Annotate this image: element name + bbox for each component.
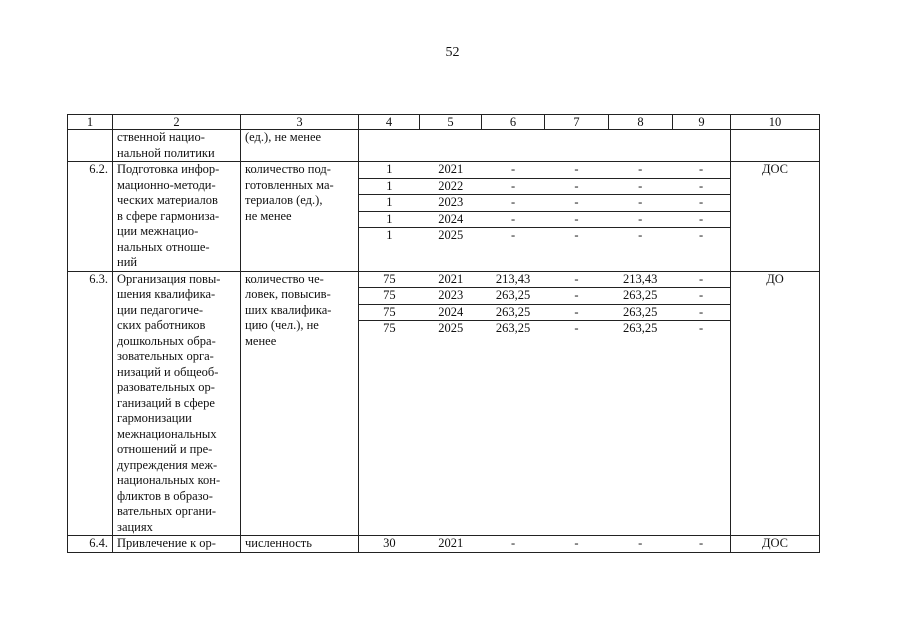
funding-other-value: - bbox=[698, 178, 704, 193]
funding-federal-value: - bbox=[574, 211, 579, 226]
activity-name-line: ственной нацио- bbox=[117, 130, 205, 144]
year-value: 2021 bbox=[438, 271, 464, 286]
indicator-line: менее bbox=[245, 333, 277, 348]
indicator-cell bbox=[241, 162, 359, 272]
item-number: 6.2. bbox=[89, 162, 108, 176]
funding-total-value: - bbox=[511, 162, 516, 176]
activity-name-line: низаций и общеоб- bbox=[117, 364, 219, 379]
quantity-value: 75 bbox=[383, 288, 396, 302]
funding-total-value: 263,25 bbox=[495, 288, 531, 302]
quantity-value: 1 bbox=[386, 195, 393, 209]
activity-name-line: Подготовка инфор- bbox=[117, 162, 220, 176]
activity-name-line: нальной политики bbox=[117, 145, 215, 160]
funding-federal-value: - bbox=[574, 271, 579, 286]
activity-name-line: зовательных орга- bbox=[117, 349, 214, 363]
funding-total-value: - bbox=[511, 228, 516, 242]
activity-name-line: Привлечение к ор- bbox=[117, 536, 216, 550]
value-row bbox=[359, 288, 730, 305]
value-row bbox=[359, 195, 730, 212]
funding-total-value: - bbox=[511, 178, 516, 193]
activity-name-line: межнациональных bbox=[117, 426, 217, 441]
executor-label: ДО bbox=[766, 271, 784, 286]
item-number-cell bbox=[68, 162, 113, 272]
header-cell: 4 bbox=[359, 115, 420, 130]
funding-total-value: - bbox=[511, 536, 516, 550]
activity-name-line: гармонизации bbox=[117, 411, 192, 425]
funding-federal-value: - bbox=[574, 288, 579, 302]
item-number-cell bbox=[68, 536, 113, 553]
funding-federal-value: - bbox=[574, 321, 579, 335]
funding-regional-value: 263,25 bbox=[623, 321, 658, 335]
value-row bbox=[359, 179, 730, 196]
activity-name-cell bbox=[113, 271, 241, 536]
funding-regional-value: - bbox=[638, 195, 643, 209]
page-number: 52 bbox=[445, 45, 460, 60]
quantity-value: 1 bbox=[386, 228, 393, 242]
table-row bbox=[68, 130, 820, 162]
activity-name-line: разовательных ор- bbox=[117, 380, 215, 394]
header-cell: 3 bbox=[241, 115, 359, 130]
year-value: 2021 bbox=[438, 162, 464, 176]
funding-other-value: - bbox=[698, 271, 704, 286]
funding-federal-value: - bbox=[574, 536, 579, 550]
activity-name-line: Организация повы- bbox=[117, 271, 221, 286]
quantity-value: 1 bbox=[386, 162, 393, 176]
funding-federal-value: - bbox=[574, 228, 579, 242]
funding-total-value: - bbox=[511, 195, 516, 209]
value-row bbox=[359, 536, 730, 552]
indicator-line: количество под- bbox=[245, 162, 331, 176]
indicator-cell bbox=[241, 536, 359, 553]
quantity-value: 75 bbox=[383, 321, 396, 335]
activity-name-line: мационно-методи- bbox=[117, 177, 216, 192]
activity-name-line: ческих материалов bbox=[117, 193, 218, 207]
activity-name-line: в сфере гармониза- bbox=[117, 208, 220, 223]
year-value: 2024 bbox=[438, 211, 464, 226]
year-value: 2022 bbox=[438, 178, 464, 193]
funding-total-value: 213,43 bbox=[495, 271, 531, 286]
header-cell: 10 bbox=[731, 115, 820, 130]
indicator-line: териалов (ед.), bbox=[245, 193, 323, 207]
activity-name-line: фликтов в образо- bbox=[117, 488, 213, 503]
funding-regional-value: 263,25 bbox=[623, 304, 658, 319]
value-row bbox=[359, 162, 730, 179]
indicator-line: готовленных ма- bbox=[245, 177, 334, 192]
header-cell: 6 bbox=[482, 115, 545, 130]
program-table bbox=[67, 114, 820, 553]
executor-label: ДОС bbox=[761, 162, 789, 176]
activity-name-line: нальных отноше- bbox=[117, 239, 210, 254]
quantity-value: 1 bbox=[386, 178, 393, 193]
funding-total-value: 263,25 bbox=[495, 321, 531, 335]
funding-other-value: - bbox=[698, 228, 704, 242]
item-number-cell bbox=[68, 271, 113, 536]
activity-name-line: дупреждения меж- bbox=[117, 457, 218, 472]
funding-total-value: 263,25 bbox=[495, 304, 531, 319]
indicator-line: ших квалифика- bbox=[245, 302, 332, 317]
activity-name-cell bbox=[113, 536, 241, 553]
indicator-line: цию (чел.), не bbox=[245, 318, 319, 332]
funding-other-value: - bbox=[698, 304, 704, 319]
funding-regional-value: - bbox=[638, 178, 643, 193]
header-cell: 9 bbox=[673, 115, 731, 130]
executor-cell bbox=[731, 162, 820, 272]
activity-name-line: ний bbox=[117, 255, 138, 269]
table-row bbox=[68, 271, 820, 536]
activity-name-line: ских работников bbox=[117, 318, 206, 332]
indicator-line: численность bbox=[245, 536, 312, 550]
activity-name-line: зациях bbox=[117, 519, 153, 534]
item-number: 6.3. bbox=[89, 271, 108, 286]
header-cell: 5 bbox=[420, 115, 482, 130]
quantity-value: 30 bbox=[383, 536, 396, 550]
funding-federal-value: - bbox=[574, 162, 579, 176]
activity-name-line: ции педагогиче- bbox=[117, 302, 204, 317]
funding-other-value: - bbox=[698, 321, 704, 335]
executor-cell bbox=[731, 271, 820, 536]
funding-regional-value: 263,25 bbox=[623, 288, 658, 302]
activity-name-line: ганизаций в сфере bbox=[117, 395, 215, 410]
executor-cell bbox=[731, 536, 820, 553]
quantity-value: 75 bbox=[383, 271, 396, 286]
quantity-value: 75 bbox=[383, 304, 396, 319]
indicator-cell bbox=[241, 130, 359, 162]
item-number: 6.4. bbox=[89, 536, 108, 550]
funding-other-value: - bbox=[698, 536, 704, 550]
header-row bbox=[68, 115, 820, 130]
funding-total-value: - bbox=[511, 211, 516, 226]
indicator-line: не менее bbox=[245, 208, 292, 223]
funding-regional-value: - bbox=[638, 536, 643, 550]
activity-name-line: шения квалифика- bbox=[117, 287, 216, 301]
header-cell: 7 bbox=[545, 115, 609, 130]
value-row bbox=[359, 321, 730, 337]
header-cell: 8 bbox=[609, 115, 673, 130]
funding-other-value: - bbox=[698, 162, 704, 176]
funding-regional-value: - bbox=[638, 211, 643, 226]
funding-other-value: - bbox=[698, 288, 704, 302]
table-row bbox=[68, 536, 820, 553]
quantity-value: 1 bbox=[386, 211, 393, 226]
value-row bbox=[359, 305, 730, 322]
year-value: 2024 bbox=[438, 304, 464, 319]
funding-federal-value: - bbox=[574, 178, 579, 193]
funding-regional-value: - bbox=[638, 228, 643, 242]
funding-regional-value: 213,43 bbox=[623, 271, 658, 286]
indicator-line: (ед.), не менее bbox=[245, 130, 322, 144]
table-body bbox=[68, 115, 820, 553]
activity-name-line: вательных органи- bbox=[117, 504, 217, 518]
funding-other-value: - bbox=[698, 195, 704, 209]
value-row bbox=[359, 272, 730, 289]
funding-other-value: - bbox=[698, 211, 704, 226]
header-cell: 1 bbox=[68, 115, 113, 130]
value-row bbox=[359, 212, 730, 229]
values-cell bbox=[359, 536, 731, 553]
year-value: 2025 bbox=[438, 321, 464, 335]
activity-name-cell bbox=[113, 130, 241, 162]
table-row bbox=[68, 162, 820, 272]
funding-federal-value: - bbox=[574, 195, 579, 209]
year-value: 2025 bbox=[438, 228, 464, 242]
year-value: 2023 bbox=[438, 195, 464, 209]
activity-name-cell bbox=[113, 162, 241, 272]
value-row bbox=[359, 228, 730, 244]
activity-name-line: национальных кон- bbox=[117, 473, 221, 487]
values-cell bbox=[359, 271, 731, 536]
indicator-line: количество че- bbox=[245, 271, 324, 286]
activity-name-line: отношений и пре- bbox=[117, 442, 213, 456]
executor-label: ДОС bbox=[761, 536, 789, 550]
executor-cell bbox=[731, 130, 820, 162]
activity-name-line: ции межнацио- bbox=[117, 224, 199, 238]
indicator-line: ловек, повысив- bbox=[245, 287, 331, 301]
year-value: 2023 bbox=[438, 288, 464, 302]
header-cell: 2 bbox=[113, 115, 241, 130]
funding-regional-value: - bbox=[638, 162, 643, 176]
values-cell bbox=[359, 130, 731, 162]
indicator-cell bbox=[241, 271, 359, 536]
funding-federal-value: - bbox=[574, 304, 579, 319]
year-value: 2021 bbox=[438, 536, 464, 550]
activity-name-line: дошкольных обра- bbox=[117, 333, 216, 348]
item-number-cell bbox=[68, 130, 113, 162]
values-cell bbox=[359, 162, 731, 272]
